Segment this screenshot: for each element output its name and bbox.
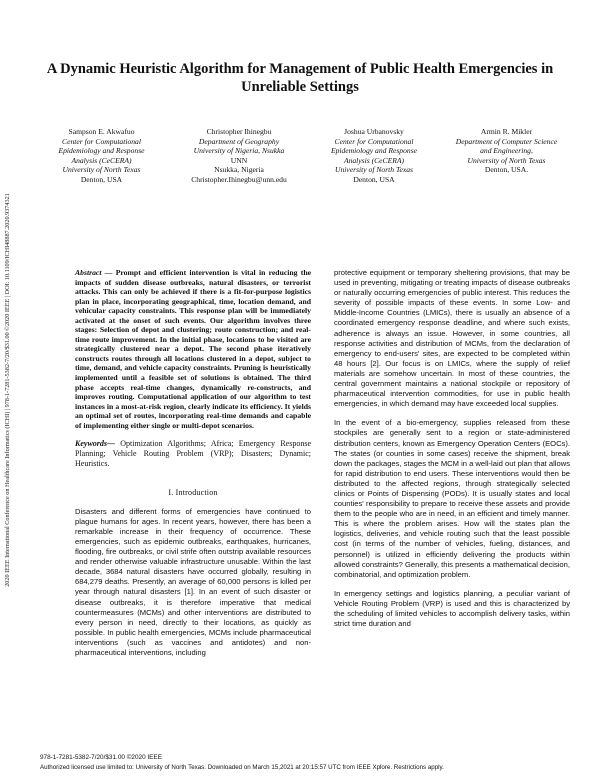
author-location: Denton, USA [353,174,395,184]
author-block [34,127,574,185]
author-3 [309,127,439,185]
side-doi-note [4,150,16,630]
author-4 [439,127,574,185]
section-heading: I. Introduction [168,487,218,497]
author-affiliation: UNN [230,155,248,165]
intro-paragraph: Disasters and different forms of emergencies have continued to plague humans for ages. In recent years, however, there has been a remarkable increase in their frequency of occurrence. These emergencies, such as epidemic outbreaks, earthquakes, hurricanes, flooding, fire outbreaks, or civil strife often outstrip available resources and render otherwise valuable infrastructure unusable. Within the last decade, 3684 natural disasters have occurred globally, resulting in 684,279 deaths. Presently, an average of 60,000 persons is killed per year through natural disasters [1]. In an event of such disaster or disease outbreaks, it is therefore imperative that medical countermeasures (MCMs) and other interventions are distributed to every person in need, directly to their locations, as quickly as possible. In public health emergencies, MCMs include pharmaceutical interventions (such as vaccines and antidotes) and non-pharmaceutical interventions, including [75,506,311,657]
author-name: Christopher Ihinegbu [206,127,272,136]
author-affiliation: University of North Texas [62,165,141,175]
keywords-label: Keywords— [75,439,115,449]
author-affiliation: Analysis (CeCERA) [71,155,132,165]
author-affiliation: and Engineering, [480,146,533,156]
author-affiliation: Analysis (CeCERA) [343,155,405,165]
author-affiliation: University of Nigeria, Nsukka [193,146,285,156]
abstract-label: Abstract — [75,268,113,277]
author-name: Sampson E. Akwafuo [68,127,135,136]
body-paragraph: protective equipment or temporary sheltering provisions, that may be used in preventing, mitigating or treating impacts of disease outbreaks or naturally occurring emergencies of public interest. This reduces the severity of possible impacts of these events. In some Low- and Middle-Income Countries (LMICs), there is usually an absence of a coordinated emergency response deadline, and where such exists, adherence is always an issue. However, in some countries, all response activities and distribution of MCMs, from the declaration of emergency to end-users' sites, are expected to be completed within 48 hours [2]. Our focus is on LMICs, where the supply of relief materials are somehow uncertain. In most of these countries, the central government maintains a national stockpile or repository of pharmaceutical intervention commodities, for use in public health emergencies, in which demand may have exceeded local supplies. [334,268,570,409]
author-location: Denton, USA. [484,165,529,175]
author-affiliation: Epidemiology and Response [58,146,145,156]
author-name: Joshua Urbanovsky [344,127,404,136]
author-affiliation: University of North Texas [335,165,413,175]
author-email[interactable]: Christopher.Ihinegbu@unn.edu [191,174,287,184]
author-location: Nsukka, Nigeria [214,165,264,175]
author-affiliation: Center for Computational [334,136,414,146]
author-name: Armin R. Mikler [480,127,533,136]
footer-license: Authorized licensed use limited to: University of North Texas. Downloaded on March 15,2021 at 20:15:57 UTC from IEEE Xplore. Restrictions apply. [40,764,444,771]
keywords [75,439,311,469]
body-paragraph: In emergency settings and logistics planning, a peculiar variant of Vehicle Routing Problem (VRP) is used and this is characterized by the scheduling of limited vehicles to accomplish delivery tasks, within strict time duration and [334,588,570,629]
author-1 [34,127,169,185]
author-affiliation: Epidemiology and Response [330,146,418,156]
left-column [75,268,311,667]
author-affiliation: Department of Computer Science [455,136,558,146]
body-paragraph: In the event of a bio-emergency, supplies released from these stockpiles are generally sent to a region or state-administered distribution centers, known as Emergency Operation Centers (EOCs). The states (or counties in some cases) receive the shipment, break down the packages, stages the MCM in a well-laid out plan that allows for rapid distribution to end users. These interventions would then be distributed to the affected regions, through strategically selected clinics or Points of Dispensing (PODs). It is usually states and local counties' responsibility to prepare to receive these assets and provide them to the people who are in need, in an efficient and timely manner. This is where the problem arises. How will the states plan the logistics, deliveries, and vehicle routing such that the least possible cost (in terms of the number of vehicles, fueling, distances, and personnel) is utilized in efficiently delivering the products within allowed constraints? Generally, this presents a mathematical decision, combinatorial, and optimization problem. [334,418,570,579]
side-doi-text: 2020 IEEE International Conference on Healthcare Informatics (ICHI) | 978-1-7281-5382-7/20/$31.00 ©2020 IEEE | DOI: 10.1109/ICHI48887.2020.9374321 [4,193,11,587]
paper-title: A Dynamic Heuristic Algorithm for Management of Public Health Emergencies in Unreliable Settings [46,61,554,95]
author-affiliation: Department of Geography [198,136,280,146]
footer-isbn: 978-1-7281-5382-7/20/$31.00 ©2020 IEEE [40,754,162,761]
author-affiliation: University of North Texas [467,155,546,165]
keywords-text: Optimization Algorithms; Africa; Emergency Response Planning; Vehicle Routing Problem (VRP); Disasters; Dynamic; Heuristics. [75,439,311,469]
author-location: Denton, USA [80,174,123,184]
author-affiliation: Center for Computational [62,136,141,146]
author-2 [169,127,309,185]
abstract [75,268,311,430]
abstract-text: Prompt and efficient intervention is vital in reducing the impacts of sudden disease outbreaks, natural disasters, or terrorist attacks. This can only be achieved if there is a fit-for-purpose logistics plan in place, incorporating geographical, time, location demand, and vehicular capacity constraints. This response plan will be immediately activated at the onset of such events. Our algorithm involves three stages: Selection of depot and clustering; route construction; and real-time route improvement. In the initial phase, locations to be visited are strategically clustered near a depot. The second phase iteratively constructs routes through all locations clustered in a depot, subject to time, demand, and vehicle capacity constraints. Pruning is heuristically implemented until a feasible set of solutions is obtained. The third phase accepts real-time changes, dynamically re-constructs, and improves routing. Computational application of our algorithm to test instances in a most-at-risk region, clearly indicate its efficiency. It yields an optimal set of routes, incorporating real-time demands and capable of implementing either single or multi-depot scenarios. [75,268,312,430]
right-column [334,268,570,638]
